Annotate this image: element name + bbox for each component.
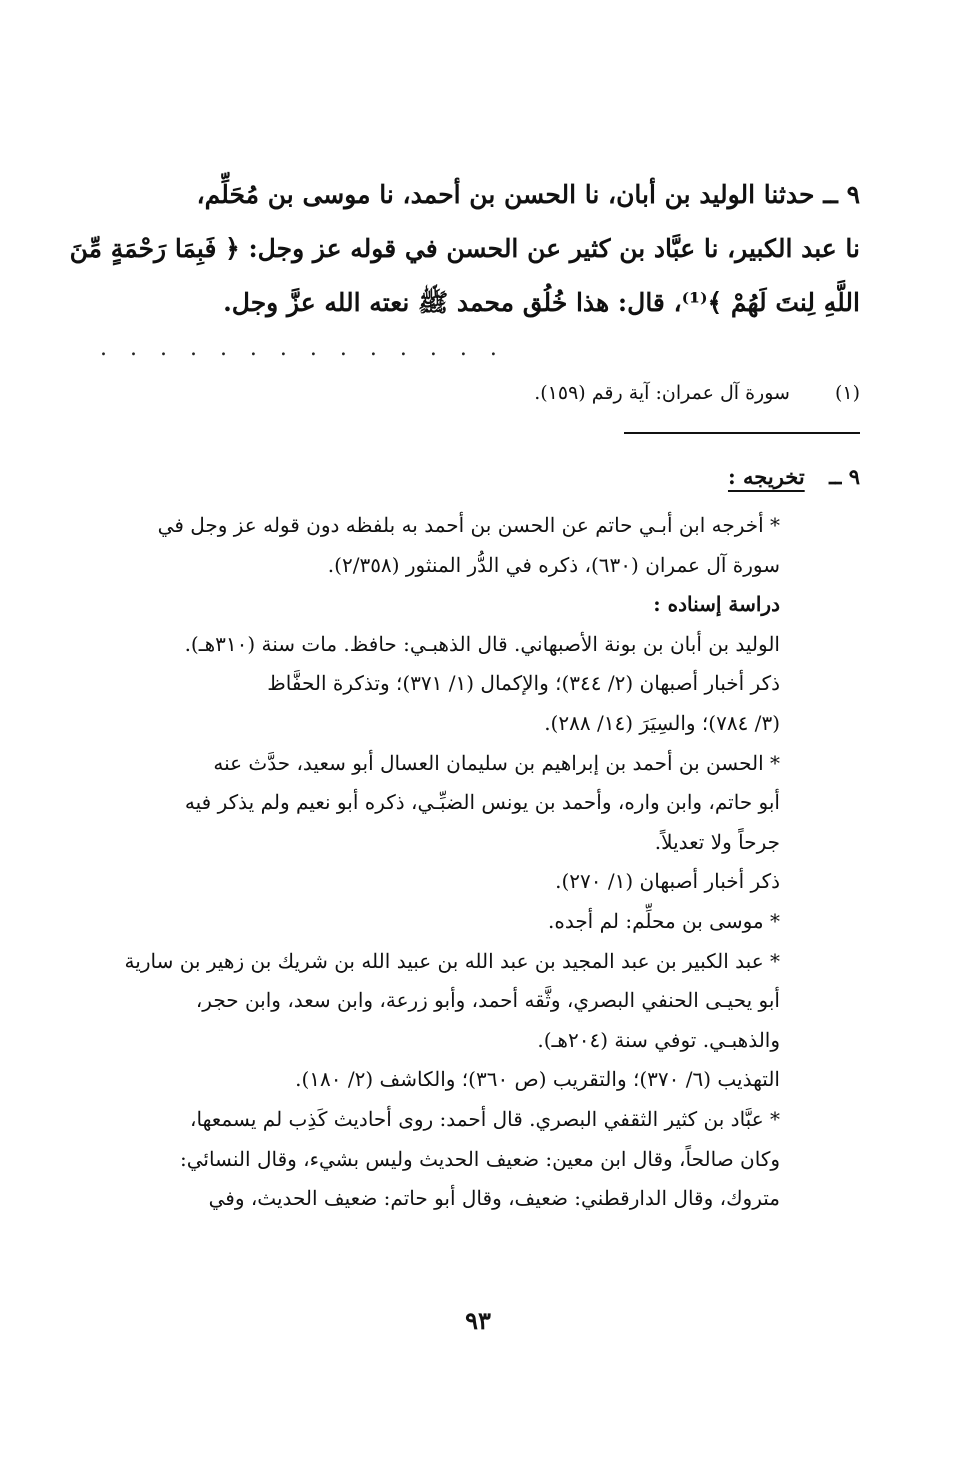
body-line: ذكر أخبار أصبهان (٢/ ٣٤٤)؛ والإكمال (١/ ٣٧١)؛ وتذكرة الحفَّاظ xyxy=(267,671,780,696)
body-line: أبو يحيـى الحنفي البصري، وثَّقه أحمد، وأبو زرعة، وابن سعد، وابن حجر، xyxy=(195,988,780,1013)
footnote-number: (١) xyxy=(834,382,860,404)
section-divider xyxy=(624,432,860,434)
body-line: * أخرجه ابن أبـي حاتم عن الحسن بن أحمد به بلفظه دون قوله عز وجل في xyxy=(157,513,780,537)
body-line: ذكر أخبار أصبهان (١/ ٢٧٠). xyxy=(555,869,780,894)
body-line: الوليد بن أبان بن بونة الأصبهاني. قال الذهبـي: حافظ. مات سنة (٣١٠هـ). xyxy=(184,631,780,656)
body-line: * عبد الكبير بن عبد المجيد بن عبد الله بن عبيد الله بن شريك بن زهير بن سارية xyxy=(124,948,780,973)
takhrij-body xyxy=(100,506,780,1219)
body-line: * موسى بن محلِّم: لم أجده. xyxy=(547,908,780,933)
body-line: وكان صالحاً، وقال ابن معين: ضعيف الحديث وليس بشيء، وقال النسائي: xyxy=(179,1146,780,1171)
body-line: (٣/ ٧٨٤)؛ والسِيَرَ (١٤/ ٢٨٨). xyxy=(544,710,780,735)
body-line: أبو حاتم، وابن واره، وأحمد بن يونس الضبِّـي، ذكره أبو نعيم ولم يذكر فيه xyxy=(184,790,780,815)
takhrij-heading xyxy=(100,462,860,492)
footnote xyxy=(100,378,860,408)
body-line: والذهبـي. توفي سنة (٢٠٤هـ). xyxy=(537,1027,780,1052)
hadith-line: اللَّهِ لِنتَ لَهُمْ ﴾⁽¹⁾، قال: هذا خُلُق محمد ﷺ نعته الله عزَّ وجل. xyxy=(223,288,860,317)
footnote-text: سورة آل عمران: آية رقم (١٥٩). xyxy=(534,382,790,404)
subheading: دراسة إسناده : xyxy=(653,592,780,617)
body-line: التهذيب (٦/ ٣٧٠)؛ والتقريب (ص ٣٦٠)؛ والكاشف (٢/ ١٨٠). xyxy=(295,1067,780,1092)
body-line: متروك، وقال الدارقطني: ضعيف، وقال أبو حاتم: ضعيف الحديث، وفي xyxy=(208,1186,780,1211)
takhrij-title: تخريجه : xyxy=(727,464,805,489)
takhrij-number: ٩ ــ xyxy=(829,464,860,489)
hadith-text xyxy=(69,168,860,330)
body-line: سورة آل عمران (٦٣٠)، ذكره في الدُّر المنثور (٢/٣٥٨). xyxy=(327,552,780,577)
hadith-line: نا عبد الكبير، نا عبَّاد بن كثير عن الحسن في قوله عز وجل: ﴿ فَبِمَا رَحْمَةٍ مِّنَ xyxy=(69,234,860,263)
body-line: * الحسن بن أحمد بن إبراهيم بن سليمان العسال أبو سعيد، حدَّث عنه xyxy=(213,750,780,775)
hadith-line: ٩ ــ حدثنا الوليد بن أبان، نا الحسن بن أحمد، نا موسى بن مُحَلِّم، xyxy=(196,180,860,209)
footnote-separator-dots: . . . . . . . . . . . . . . xyxy=(100,336,505,361)
body-line: جرحاً ولا تعديلاً. xyxy=(654,829,780,854)
page-number: ٩٣ xyxy=(465,1306,491,1335)
body-line: * عبَّاد بن كثير الثقفي البصري. قال أحمد: روى أحاديث كَذِب لم يسمعها، xyxy=(190,1106,780,1131)
